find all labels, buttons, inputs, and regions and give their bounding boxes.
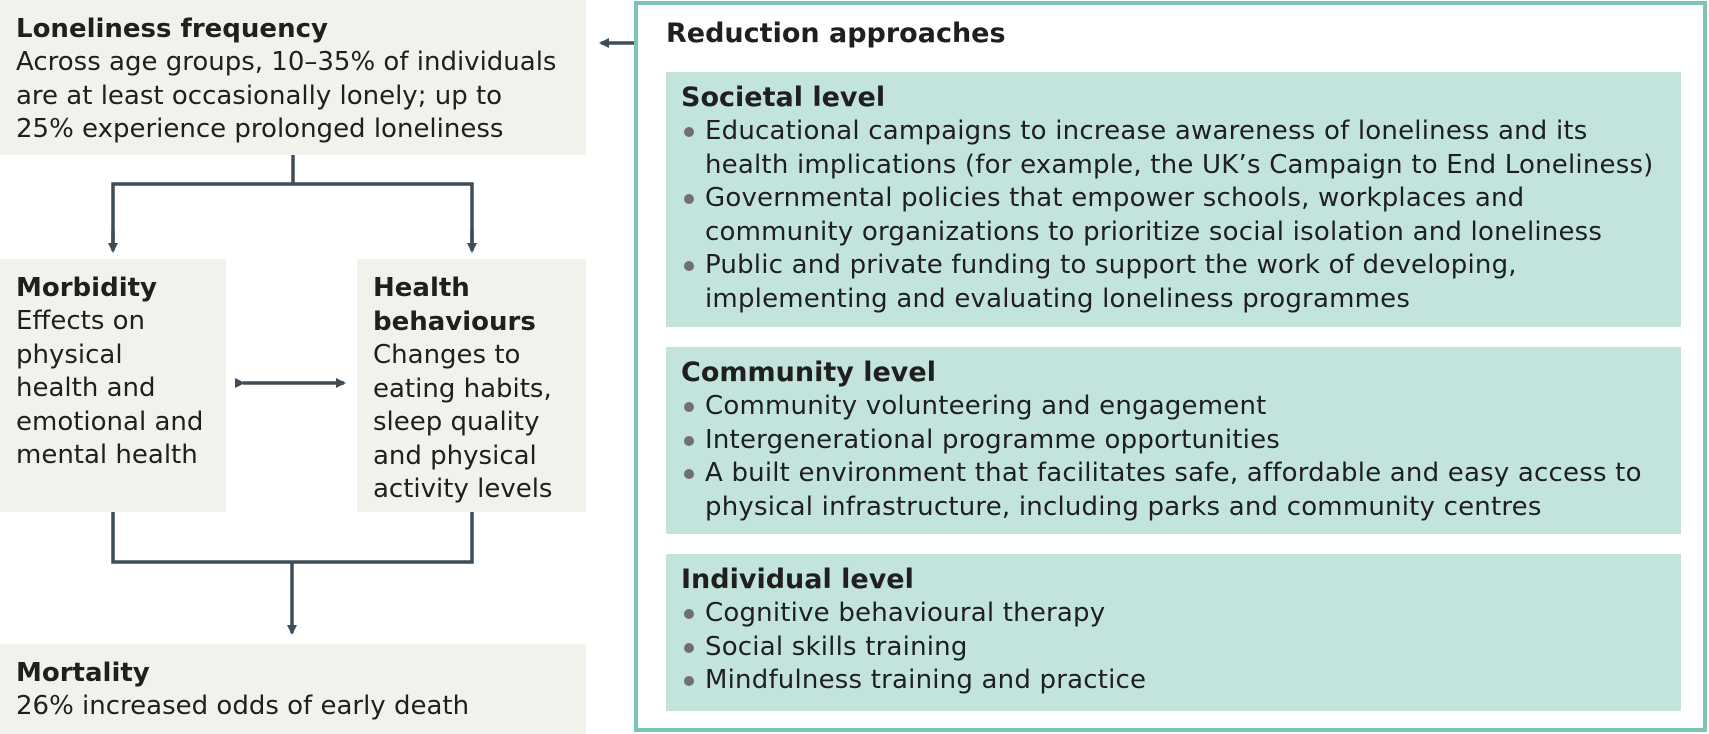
reduction-approaches-panel — [634, 1, 1707, 732]
list-item — [681, 249, 1666, 316]
bullet-icon — [684, 676, 694, 686]
community-level-box — [666, 347, 1681, 534]
health-behaviours-title: behaviours — [373, 307, 536, 337]
mortality-title: Mortality — [16, 658, 150, 688]
community-level-list — [681, 390, 1666, 524]
list-item — [681, 424, 1666, 458]
connector-freq-split — [113, 184, 472, 249]
list-item — [681, 182, 1666, 249]
individual-level-list — [681, 597, 1666, 698]
list-item — [681, 597, 1666, 631]
bullet-icon — [684, 261, 694, 271]
bullet-icon — [684, 609, 694, 619]
list-item-text: Mindfulness training and practice — [705, 665, 1147, 695]
loneliness-frequency-line: Across age groups, 10–35% of individuals — [16, 47, 557, 77]
bullet-icon — [684, 194, 694, 204]
morbidity-line: health and — [16, 373, 156, 403]
health-behaviours-line: eating habits, — [373, 373, 552, 404]
bullet-icon — [684, 402, 694, 412]
list-item — [681, 664, 1666, 698]
list-item-text: Cognitive behavioural therapy — [705, 598, 1106, 628]
societal-level-list — [681, 115, 1666, 316]
morbidity-title: Morbidity — [16, 273, 157, 303]
reduction-approaches-title: Reduction approaches — [666, 18, 1006, 49]
health-behaviours-line: and physical — [373, 440, 537, 471]
list-item-text: Community volunteering and engagement — [705, 391, 1267, 421]
loneliness-frequency-title: Loneliness frequency — [16, 14, 328, 44]
health-behaviours-line: Changes to — [373, 340, 521, 370]
loneliness-frequency-line: 25% experience prolonged loneliness — [16, 114, 504, 144]
list-item-text: Social skills training — [705, 631, 968, 662]
bullet-icon — [684, 469, 694, 479]
list-item-text: physical infrastructure, including parks and community centres — [705, 491, 1542, 522]
connector-merge — [113, 512, 472, 562]
list-item — [681, 115, 1666, 182]
health-behaviours-line: sleep quality — [373, 407, 540, 437]
individual-level-title: Individual level — [681, 564, 914, 595]
loneliness-frequency-line: are at least occasionally lonely; up to — [16, 80, 503, 111]
morbidity-line: Effects on — [16, 306, 146, 336]
list-item — [681, 631, 1666, 665]
societal-level-box — [666, 72, 1681, 327]
morbidity-line: physical — [16, 339, 123, 370]
individual-level-box — [666, 554, 1681, 711]
list-item — [681, 457, 1666, 524]
mortality-body: 26% increased odds of early death — [16, 691, 470, 721]
bullet-icon — [684, 127, 694, 137]
list-item-text: Public and private funding to support the work of developing, — [705, 250, 1517, 280]
list-item-text: Governmental policies that empower schools, workplaces and — [705, 183, 1525, 213]
list-item-text: implementing and evaluating loneliness programmes — [705, 283, 1411, 314]
community-level-title: Community level — [681, 357, 936, 388]
societal-level-title: Societal level — [681, 82, 886, 113]
list-item-text: Intergenerational programme opportunities — [705, 424, 1281, 455]
bullet-icon — [684, 436, 694, 446]
health-behaviours-title: Health — [373, 273, 470, 303]
list-item-text: community organizations to prioritize social isolation and loneliness — [705, 216, 1603, 247]
list-item-text: health implications (for example, the UK’s Campaign to End Loneliness) — [705, 149, 1654, 180]
health-behaviours-line: activity levels — [373, 474, 553, 504]
morbidity-line: mental health — [16, 440, 198, 470]
list-item-text: A built environment that facilitates safe, affordable and easy access to — [705, 458, 1642, 488]
bullet-icon — [684, 643, 694, 653]
list-item-text: Educational campaigns to increase awareness of loneliness and its — [705, 116, 1588, 146]
morbidity-line: emotional and — [16, 406, 204, 437]
list-item — [681, 390, 1666, 424]
